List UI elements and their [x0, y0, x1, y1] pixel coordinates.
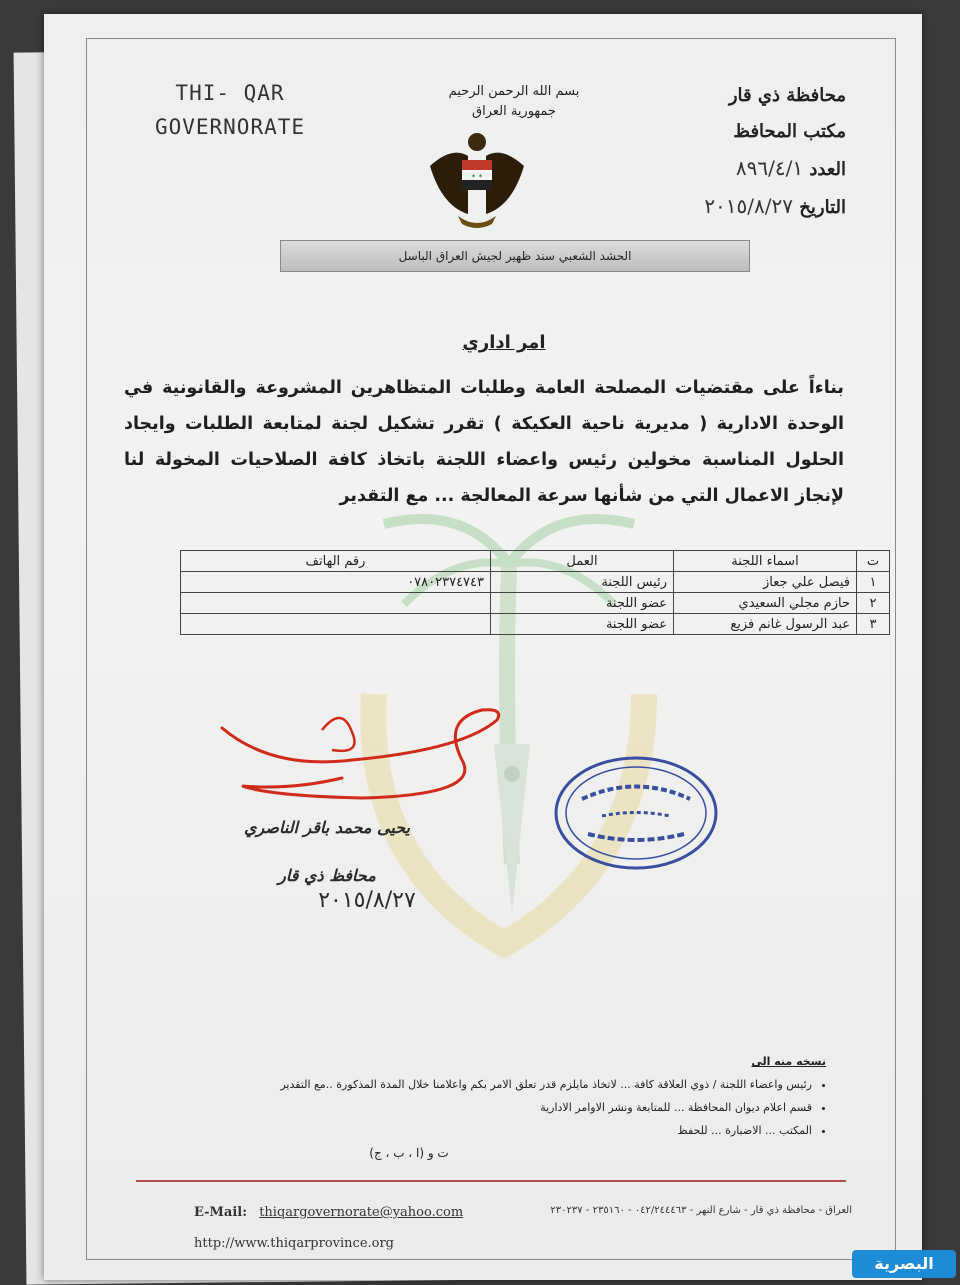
handwritten-signature — [212, 700, 512, 800]
table-row — [181, 572, 890, 593]
row-number: ١ — [857, 572, 890, 593]
date-label: التاريخ — [799, 197, 846, 218]
row-number: ٢ — [857, 593, 890, 614]
country-name: جمهورية العراق — [472, 104, 556, 119]
publisher-logo: البصرية — [852, 1250, 956, 1278]
english-title-line1: THI- QAR — [175, 81, 285, 105]
copies-heading: نسخه منه الى — [751, 1055, 826, 1068]
list-item: • قسم اعلام ديوان المحافظة ... للمتابعة ونشر الاوامر الادارية — [106, 1096, 812, 1119]
copies-distribution — [106, 1050, 826, 1142]
email-link[interactable]: thiqargovernorate@yahoo.com — [259, 1205, 464, 1220]
number-value: ٨٩٦/٤/١ — [735, 156, 804, 180]
table-row — [181, 593, 890, 614]
member-phone — [181, 614, 491, 635]
order-body-text: بناءاً على مقتضيات المصلحة العامة وطلبات المتظاهرين المشروعة والقانونية في الوحدة الادارية ( مديرية ناحية العكيكة ) تقرر تشكيل لجنة لمتابعة الطلبات وايجاد الحلول المناسبة مخولين رئيس واعضاء اللجنة باتخاذ كافة الصلاحيات المخولة لنا لإنجاز الاعمال التي من شأنها سرعة المعالجة ... مع التقدير — [124, 378, 844, 506]
date-value: ٢٠١٥/٨/٢٧ — [704, 194, 793, 218]
svg-text:✶ ✶: ✶ ✶ — [471, 173, 483, 180]
copies-list — [106, 1073, 826, 1142]
basmala: بسم الله الرحمن الرحيم — [448, 84, 580, 99]
iraq-eagle-emblem-icon — [422, 126, 532, 236]
slogan-banner: الحشد الشعبي سند ظهير لجيش العراق الباسل — [280, 240, 750, 272]
col-header-phone: رقم الهاتف — [181, 551, 491, 572]
governor-name: يحيى محمد باقر الناصري — [244, 818, 410, 837]
list-item: • رئيس واعضاء اللجنة / ذوي العلاقة كافة ... لاتخاذ مايلزم قدر تعلق الامر بكم واعلامنا خلال المدة المذكورة ..مع التقدير — [106, 1073, 812, 1096]
member-role: عضو اللجنة — [491, 614, 674, 635]
office-name: مكتب المحافظ — [733, 121, 846, 142]
document-subject: امر اداري — [462, 332, 546, 353]
english-title-line2: GOVERNORATE — [154, 115, 306, 139]
document-date — [546, 188, 846, 226]
list-item: • المكتب ... الاضبارة ... للحفظ — [106, 1119, 812, 1142]
english-governorate-title — [130, 76, 330, 144]
col-header-role: العمل — [491, 551, 674, 572]
table-row — [181, 614, 890, 635]
email-label: E-Mail: — [194, 1205, 248, 1220]
reference-code: ت و (ا ، ب ، ج) — [369, 1146, 449, 1160]
governorate-name: محافظة ذي قار — [728, 85, 846, 106]
row-number: ٣ — [857, 614, 890, 635]
member-phone — [181, 593, 491, 614]
footer-website[interactable]: http://www.thiqarprovince.org — [194, 1236, 395, 1251]
member-name: حازم مجلي السعيدي — [674, 593, 857, 614]
signature-date: ٢٠١٥/٨/٢٧ — [318, 888, 416, 913]
table-header-row — [181, 551, 890, 572]
governor-title: محافظ ذي قار — [278, 866, 376, 885]
member-phone: ٠٧٨٠٢٣٧٤٧٤٣ — [181, 572, 491, 593]
governor-signature-block — [212, 804, 442, 900]
office-header — [546, 78, 846, 226]
footer-divider — [136, 1180, 846, 1182]
col-header-number: ت — [857, 551, 890, 572]
office-stamp-icon — [552, 754, 720, 872]
member-name: عبد الرسول غانم فزيع — [674, 614, 857, 635]
member-role: رئيس اللجنة — [491, 572, 674, 593]
member-name: فيصل علي جعاز — [674, 572, 857, 593]
document-page — [44, 14, 922, 1280]
number-label: العدد — [809, 159, 846, 180]
document-number — [546, 150, 846, 188]
footer-address: العراق - محافظة ذي قار - شارع النهر - ٠٤٢/٢٤٤٤٦٣ - ٢٣٥١٦٠ - ٢٣٠٢٣٧ — [550, 1205, 852, 1216]
col-header-names: اسماء اللجنة — [674, 551, 857, 572]
footer-email — [194, 1205, 463, 1220]
committee-table — [180, 550, 890, 635]
member-role: عضو اللجنة — [491, 593, 674, 614]
